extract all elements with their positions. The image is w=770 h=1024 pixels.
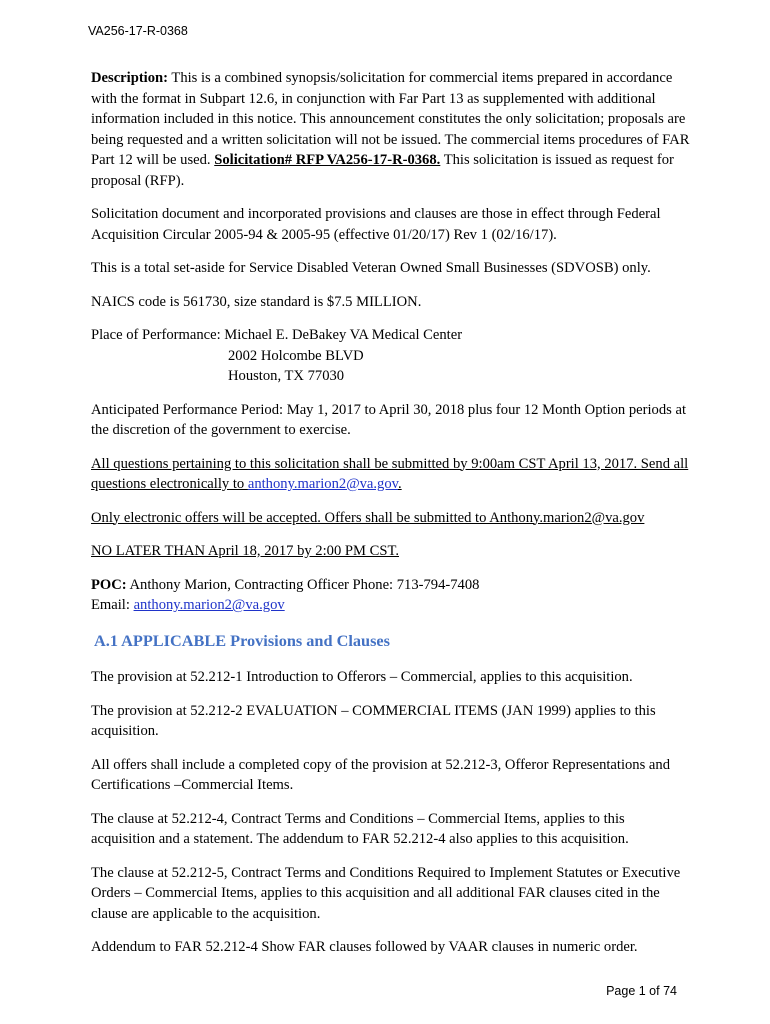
- document-id-header: VA256-17-R-0368: [88, 24, 188, 38]
- description-label: Description:: [91, 70, 169, 86]
- clause-paragraph: The provision at 52.212-2 EVALUATION – COMMERCIAL ITEMS (JAN 1999) applies to this acquisition.: [91, 702, 656, 739]
- questions-email-link[interactable]: anthony.marion2@va.gov: [247, 476, 398, 492]
- set-aside-paragraph: This is a total set-aside for Service Disabled Veteran Owned Small Businesses (SDVOSB) only.: [91, 260, 651, 276]
- place-address-city: Houston, TX 77030: [228, 368, 345, 384]
- place-address-street: 2002 Holcombe BLVD: [228, 347, 364, 364]
- poc-text: Anthony Marion, Contracting Officer Phone: 713-794-7408: [126, 576, 480, 593]
- description-tail: This solicitation is issued as request for proposal (RFP).: [91, 152, 674, 189]
- deadline-paragraph: NO LATER THAN April 18, 2017 by 2:00 PM CST.: [91, 543, 399, 559]
- clause-paragraph: The clause at 52.212-5, Contract Terms and Conditions Required to Implement Statutes or Executive Orders – Commercial Items, applies to this acquisition and all additional FAR clauses cited in the clause are applicable to the acquisition.: [91, 864, 681, 922]
- clause-paragraph: The clause at 52.212-4, Contract Terms and Conditions – Commercial Items, applies to this acquisition and a statement. The addendum to FAR 52.212-4 also applies to this acquisition.: [91, 810, 629, 847]
- poc-label: POC:: [91, 576, 127, 593]
- naics-paragraph: NAICS code is 561730, size standard is $7.5 MILLION.: [91, 293, 422, 310]
- poc-email-link[interactable]: anthony.marion2@va.gov: [133, 597, 285, 613]
- clause-paragraph: Addendum to FAR 52.212-4 Show FAR clauses followed by VAAR clauses in numeric order.: [91, 939, 638, 955]
- solicitation-number: Solicitation# RFP VA256-17-R-0368.: [214, 152, 441, 168]
- offers-paragraph: Only electronic offers will be accepted. Offers shall be submitted to Anthony.marion2@va.gov: [91, 509, 645, 526]
- questions-text: All questions pertaining to this solicitation shall be submitted by 9:00am CST April 13, 2017. Send all questions electronically to: [91, 455, 689, 492]
- provisions-paragraph: Solicitation document and incorporated provisions and clauses are those in effect through Federal Acquisition Circular 2005-94 & 2005-95 (effective 01/20/17) Rev 1 (02/16/17).: [91, 206, 661, 243]
- performance-period-paragraph: Anticipated Performance Period: May 1, 2017 to April 30, 2018 plus four 12 Month Option periods at the discretion of the government to exercise.: [91, 401, 687, 438]
- section-heading: A.1 APPLICABLE Provisions and Clauses: [94, 630, 390, 650]
- clause-paragraph: All offers shall include a completed copy of the provision at 52.212-3, Offeror Representations and Certifications –Commercial Items.: [91, 756, 671, 793]
- page-number-footer: Page 1 of 74: [606, 984, 677, 998]
- place-of-performance-line: Place of Performance: Michael E. DeBakey VA Medical Center: [91, 327, 463, 343]
- description-paragraph: [91, 68, 691, 191]
- description-text: This is a combined synopsis/solicitation for commercial items prepared in accordance with the format in Subpart 12.6, in conjunction with Far Part 13 as supplemented with additional information included in this notice. This announcement constitutes the only solicitation; proposals are being requested and a written solicitation will not be issued. The commercial items procedures of FAR Part 12 will be used.: [91, 70, 690, 168]
- clause-paragraph: The provision at 52.212-1 Introduction to Offerors – Commercial, applies to this acquisition.: [91, 669, 633, 685]
- poc-line: [91, 575, 691, 596]
- poc-email-line: Email: anthony.marion2@va.gov: [91, 597, 285, 613]
- document-body: [91, 68, 691, 971]
- questions-paragraph: All questions pertaining to this solicitation shall be submitted by 9:00am CST April 13, 2017. Send all questions electronically to anthony.marion2@va.gov.: [91, 455, 689, 492]
